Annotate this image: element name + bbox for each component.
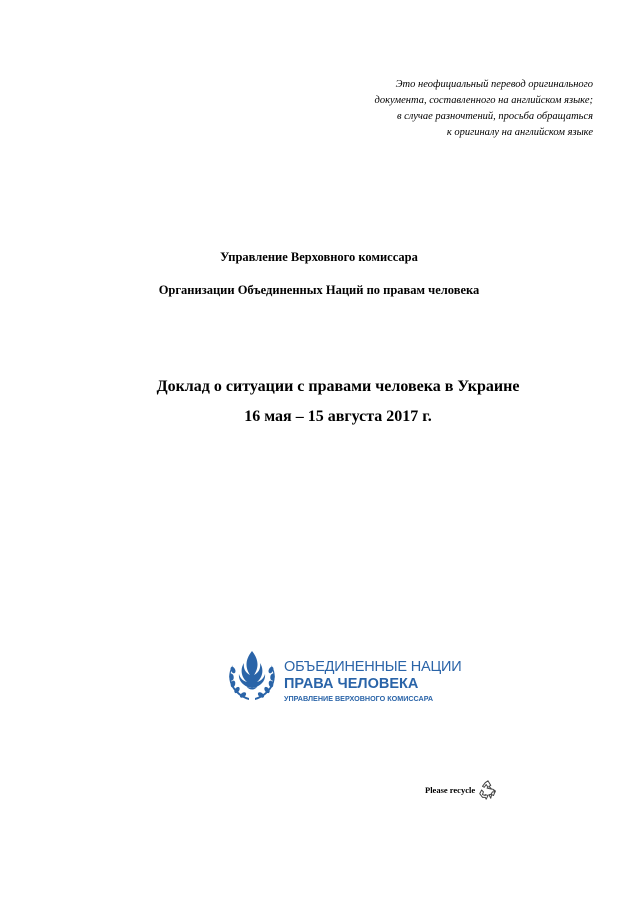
recycle-icon [477,779,499,801]
office-name-line-1: Управление Верховного комиссара [220,250,418,264]
office-name-line-2: Организации Объединенных Наций по правам человека [158,283,480,297]
disclaimer-line-3: в случае разночтений, просьба обращаться [396,111,593,122]
translation-disclaimer [273,77,593,141]
logo-line-high-commissioner: УПРАВЛЕНИЕ ВЕРХОВНОГО КОМИССАРА [284,694,434,703]
disclaimer-line-4: к оригиналу на английском языке [446,127,593,138]
please-recycle [425,778,499,802]
un-laurel-flame-icon [224,645,280,709]
recycle-label: Please recycle [425,785,476,795]
logo-line-human-rights: ПРАВА ЧЕЛОВЕКА [284,676,419,692]
ohchr-logo [224,645,462,715]
report-period: 16 мая – 15 августа 2017 г. [244,408,432,425]
logo-line-united-nations: ОБЪЕДИНЕННЫЕ НАЦИИ [284,659,462,675]
disclaimer-line-1: Это неофициальный перевод оригинального [395,79,593,90]
logo-wordmark [284,659,461,704]
report-title: Доклад о ситуации с правами человека в Украине [156,378,520,395]
disclaimer-line-2: документа, составленного на английском языке; [374,95,593,106]
